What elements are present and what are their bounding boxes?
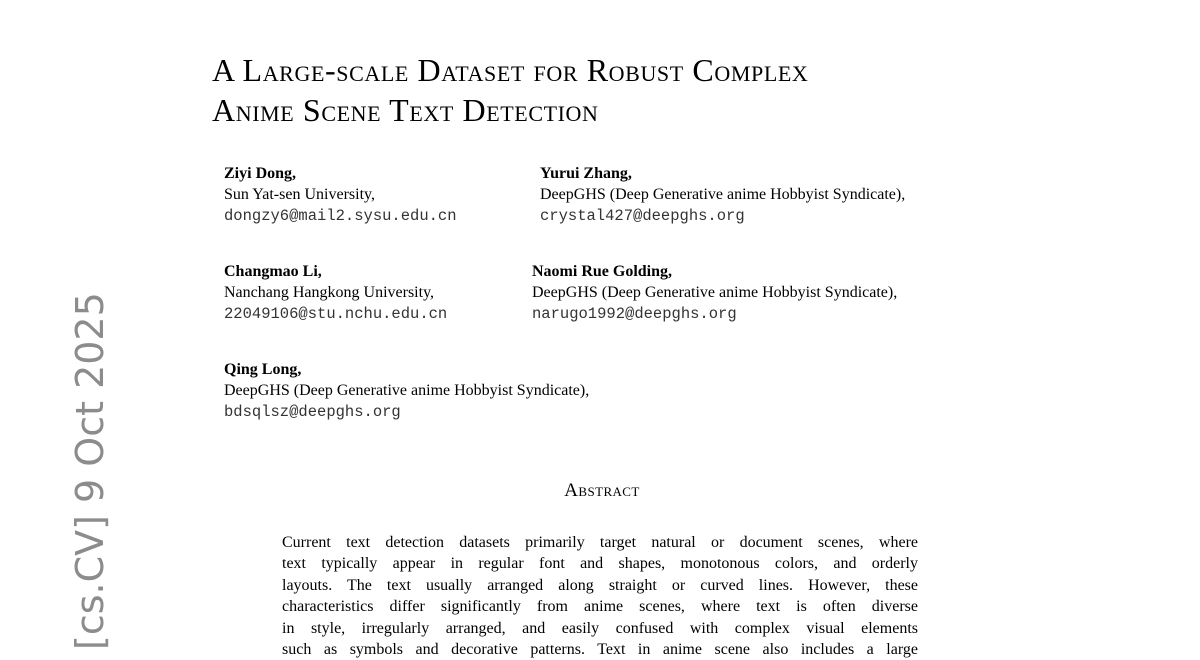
author-name: Yurui Zhang,	[540, 165, 632, 182]
author-name: Naomi Rue Golding,	[532, 263, 673, 280]
author-affiliation: DeepGHS (Deep Generative anime Hobbyist Syndicate),	[540, 186, 906, 203]
arxiv-sidebar	[28, 0, 112, 650]
abstract-line: layouts. The text usually arranged along straight or curved lines. However, these	[282, 576, 918, 594]
author-block	[224, 359, 589, 423]
author-name: Changmao Li,	[224, 263, 322, 280]
abstract-heading	[0, 480, 1200, 502]
author-email[interactable]: bdsqlsz@deepghs.org	[224, 403, 401, 421]
author-block	[532, 261, 897, 325]
author-block	[540, 163, 905, 227]
author-block	[224, 261, 447, 325]
author-email[interactable]: crystal427@deepghs.org	[540, 207, 745, 225]
author-affiliation: Sun Yat-sen University,	[224, 186, 375, 203]
arxiv-stamp: [cs.CV] 9 Oct 2025	[68, 292, 112, 650]
abstract-line: characteristics differ significantly from anime scenes, where text is often diverse	[282, 598, 918, 616]
author-name: Ziyi Dong,	[224, 165, 297, 182]
author-affiliation: Nanchang Hangkong University,	[224, 284, 435, 301]
abstract-heading-text: Abstract	[564, 480, 640, 501]
author-email[interactable]: dongzy6@mail2.sysu.edu.cn	[224, 207, 457, 225]
title-line-2: Anime Scene Text Detection	[212, 92, 599, 128]
author-block	[224, 163, 457, 227]
abstract-line: in style, irregularly arranged, and easily confused with complex visual elements	[282, 619, 918, 637]
author-affiliation: DeepGHS (Deep Generative anime Hobbyist Syndicate),	[532, 284, 898, 301]
author-email[interactable]: narugo1992@deepghs.org	[532, 305, 737, 323]
abstract-line: Current text detection datasets primarily target natural or document scenes, where	[282, 534, 918, 551]
paper-title	[212, 50, 1032, 130]
author-email[interactable]: 22049106@stu.nchu.edu.cn	[224, 305, 448, 323]
abstract-line: such as symbols and decorative patterns. Text in anime scene also includes a large	[282, 641, 918, 659]
author-name: Qing Long,	[224, 361, 302, 378]
abstract-line: text typically appear in regular font and shapes, monotonous colors, and orderly	[282, 555, 918, 573]
title-line-1: A Large-scale Dataset for Robust Complex	[212, 52, 809, 88]
abstract-body	[282, 532, 918, 660]
author-affiliation: DeepGHS (Deep Generative anime Hobbyist Syndicate),	[224, 382, 590, 399]
